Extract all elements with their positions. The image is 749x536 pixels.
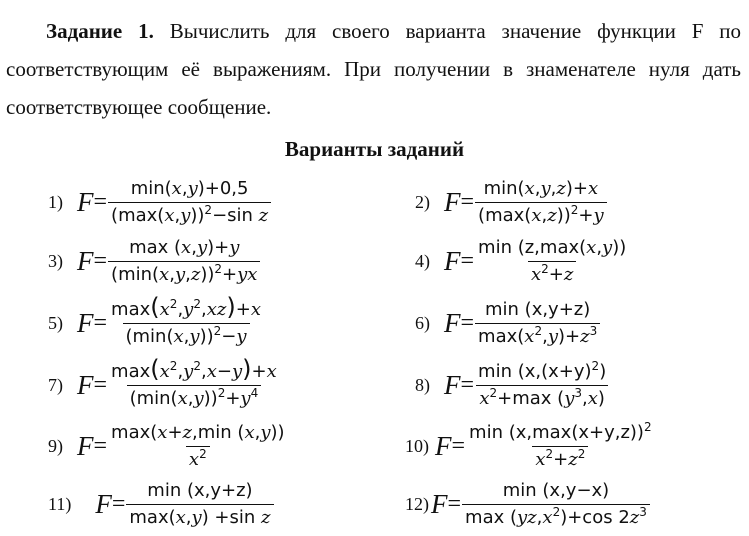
- variant-number: 5): [48, 312, 63, 333]
- equals-sign: =: [93, 309, 108, 336]
- function-symbol: F: [431, 488, 448, 519]
- formula-numerator: min (x,y+z): [147, 479, 253, 501]
- variant-number: 10): [405, 435, 429, 456]
- formula-fraction: [475, 236, 629, 287]
- variant-12: [405, 476, 650, 532]
- equals-sign: =: [93, 188, 108, 215]
- function-symbol: F: [444, 307, 461, 338]
- formula-denominator: $\max (yz,x^2)+\cos$ $2z^3$: [462, 504, 650, 530]
- function-symbol: F: [435, 430, 452, 461]
- formula-denominator: $(\max(x,z))^2+y$: [475, 202, 607, 228]
- formula-numerator: $\min (x,(x+y)^2)$: [478, 358, 607, 382]
- formula-denominator: max(x,y) +sin z: [126, 504, 273, 530]
- formula-denominator: $(\min(x,y,z))^2+yx$: [108, 261, 260, 287]
- formula-fraction: [466, 421, 655, 472]
- equals-sign: =: [93, 371, 108, 398]
- equals-sign: =: [451, 432, 466, 459]
- formula-numerator: max(x+z,min (x,y)): [111, 421, 285, 443]
- formula-numerator: min (z,max(x,y)): [478, 236, 627, 258]
- formula-denominator: $(\max(x,y))^2-\sin$ z: [108, 202, 271, 228]
- function-symbol: F: [77, 186, 94, 217]
- variant-number: 9): [48, 435, 63, 456]
- task-description: [6, 12, 741, 126]
- variant-11: [48, 476, 274, 532]
- function-symbol: F: [77, 369, 94, 400]
- function-symbol: F: [77, 307, 94, 338]
- variant-number: 7): [48, 374, 63, 395]
- equals-sign: =: [460, 309, 475, 336]
- variant-8: [415, 357, 609, 413]
- equals-sign: =: [111, 490, 126, 517]
- equals-sign: =: [93, 247, 108, 274]
- variant-1: [48, 174, 271, 230]
- function-symbol: F: [77, 245, 94, 276]
- formula-numerator: max (x,y)+y: [129, 236, 240, 258]
- formula-denominator: $(\min(x,y))^2+y^4$: [127, 385, 262, 411]
- formula-numerator: min (x,y−x): [502, 479, 610, 501]
- formula-fraction: [108, 354, 280, 411]
- function-symbol: F: [95, 488, 112, 519]
- formula-numerator: $\min (x,\max(x+y,z))^2$: [469, 419, 652, 443]
- formula-fraction: [108, 292, 264, 349]
- variant-4: [415, 233, 629, 289]
- formula-fraction: [475, 360, 609, 411]
- formula-numerator: $\max(x^2,y^2,xz)+x$: [111, 292, 261, 321]
- variant-number: 12): [405, 493, 429, 514]
- formula-denominator: $(\min(x,y))^2-y$: [123, 323, 250, 349]
- formula-denominator: $x^2+\max$ $(y^3,x)$: [476, 385, 608, 411]
- variant-number: 8): [415, 374, 430, 395]
- equals-sign: =: [460, 371, 475, 398]
- equals-sign: =: [93, 432, 108, 459]
- formula-fraction: [475, 298, 600, 349]
- formula-numerator: min (x,y+z): [485, 298, 591, 320]
- formula-fraction: [475, 177, 607, 228]
- formula-denominator: $x^2$: [186, 446, 210, 472]
- variant-number: 4): [415, 250, 430, 271]
- formula-denominator: $x^2+z$: [528, 261, 576, 287]
- equals-sign: =: [447, 490, 462, 517]
- formula-denominator: $\max(x^2,y)+z^3$: [475, 323, 600, 349]
- formula-fraction: [108, 421, 288, 472]
- formula-numerator: min(x,y)+0,5: [130, 177, 249, 199]
- variant-number: 1): [48, 191, 63, 212]
- task-text: Вычислить для своего варианта значение функции F по соответствующим её выражениям. При получении в знаменателе нуля дать соответствующее сообщение.: [6, 19, 742, 119]
- function-symbol: F: [444, 245, 461, 276]
- formula-fraction: [108, 236, 260, 287]
- variants-heading: Варианты заданий: [284, 137, 465, 161]
- function-symbol: F: [444, 186, 461, 217]
- formula-numerator: $\max(x^2,y^2,x-y)+x$: [111, 354, 277, 383]
- function-symbol: F: [444, 369, 461, 400]
- variant-number: 6): [415, 312, 430, 333]
- variant-9: [48, 418, 288, 474]
- variant-2: [415, 174, 607, 230]
- variant-number: 3): [48, 250, 63, 271]
- formula-denominator: $x^2+z^2$: [532, 446, 588, 472]
- variant-10: [405, 418, 655, 474]
- function-symbol: F: [77, 430, 94, 461]
- variant-3: [48, 233, 260, 289]
- variant-6: [415, 295, 600, 351]
- formula-fraction: [126, 479, 273, 530]
- variant-7: [48, 354, 280, 413]
- variant-5: [48, 292, 264, 351]
- equals-sign: =: [460, 247, 475, 274]
- variant-number: 11): [48, 493, 72, 514]
- formula-numerator: min(x,y,z)+x: [483, 177, 599, 199]
- formula-fraction: [108, 177, 271, 228]
- variant-number: 2): [415, 191, 430, 212]
- equals-sign: =: [460, 188, 475, 215]
- task-label: Задание 1.: [46, 19, 154, 43]
- formula-fraction: [462, 479, 650, 530]
